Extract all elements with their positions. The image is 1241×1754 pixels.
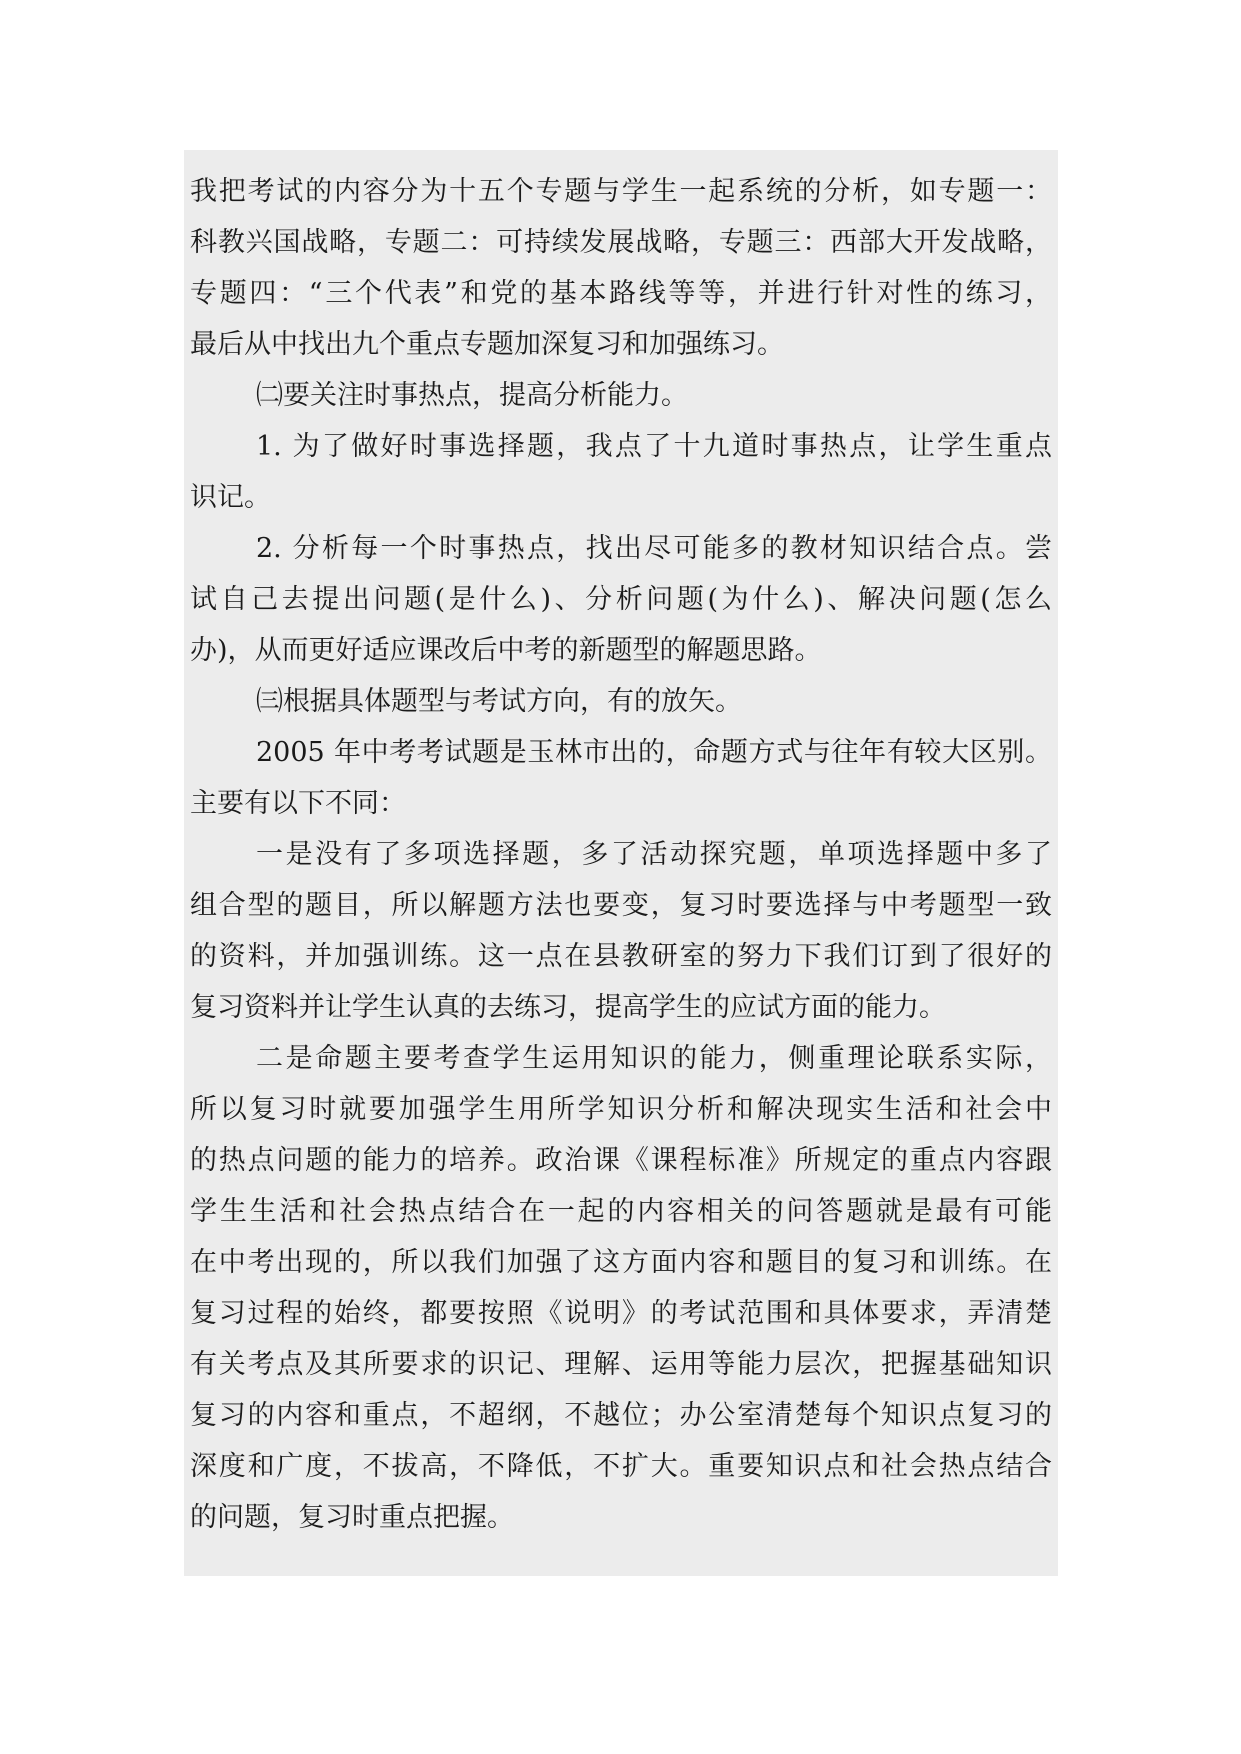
text-line: 主要有以下不同： [190, 788, 406, 819]
text-line: 学生生活和社会热点结合在一起的内容相关的问答题就是最有可能 [190, 1196, 1052, 1227]
text-line: 专题四：“三个代表”和党的基本路线等等，并进行针对性的练习， [190, 278, 1052, 309]
paragraph-1 [190, 166, 1052, 370]
paragraph-7 [190, 829, 1052, 1033]
paragraph-2 [190, 370, 1052, 421]
paragraph-4 [190, 523, 1052, 676]
text-line: 复习的内容和重点，不超纲，不越位；办公室清楚每个知识点复习的 [190, 1400, 1052, 1431]
text-line: ㈡要关注时事热点，提高分析能力。 [256, 380, 688, 411]
text-line: 2005 年中考考试题是玉林市出的，命题方式与往年有较大区别。 [256, 737, 1052, 768]
text-line: 在中考出现的，所以我们加强了这方面内容和题目的复习和训练。在 [190, 1247, 1052, 1278]
text-line: 复习资料并让学生认真的去练习，提高学生的应试方面的能力。 [190, 992, 946, 1023]
document-body [190, 166, 1052, 1543]
text-line: 组合型的题目，所以解题方法也要变，复习时要选择与中考题型一致 [190, 890, 1052, 921]
text-line: 办)，从而更好适应课改后中考的新题型的解题思路。 [190, 635, 822, 666]
text-line: 的热点问题的能力的培养。政治课《课程标准》所规定的重点内容跟 [190, 1145, 1052, 1176]
text-line: 复习过程的始终，都要按照《说明》的考试范围和具体要求，弄清楚 [190, 1298, 1052, 1329]
text-line: 一是没有了多项选择题，多了活动探究题，单项选择题中多了 [256, 839, 1052, 870]
text-line: ㈢根据具体题型与考试方向，有的放矢。 [256, 686, 742, 717]
text-line: 1. 为了做好时事选择题，我点了十九道时事热点，让学生重点 [256, 431, 1052, 462]
paragraph-3 [190, 421, 1052, 523]
text-line: 科教兴国战略，专题二：可持续发展战略，专题三：西部大开发战略， [190, 227, 1052, 258]
text-line: 所以复习时就要加强学生用所学知识分析和解决现实生活和社会中 [190, 1094, 1052, 1125]
paragraph-8 [190, 1033, 1052, 1543]
text-line: 识记。 [190, 482, 271, 513]
paragraph-5 [190, 676, 1052, 727]
text-line: 有关考点及其所要求的识记、理解、运用等能力层次，把握基础知识 [190, 1349, 1052, 1380]
text-line: 我把考试的内容分为十五个专题与学生一起系统的分析，如专题一： [190, 176, 1052, 207]
paragraph-6 [190, 727, 1052, 829]
text-line: 二是命题主要考查学生运用知识的能力，侧重理论联系实际， [256, 1043, 1052, 1074]
text-line: 的问题，复习时重点把握。 [190, 1502, 514, 1533]
text-line: 2. 分析每一个时事热点，找出尽可能多的教材知识结合点。尝 [256, 533, 1052, 564]
text-line: 的资料，并加强训练。这一点在县教研室的努力下我们订到了很好的 [190, 941, 1052, 972]
text-line: 深度和广度，不拔高，不降低，不扩大。重要知识点和社会热点结合 [190, 1451, 1052, 1482]
text-line: 试自己去提出问题(是什么)、分析问题(为什么)、解决问题(怎么 [190, 584, 1052, 615]
text-line: 最后从中找出九个重点专题加深复习和加强练习。 [190, 329, 784, 360]
